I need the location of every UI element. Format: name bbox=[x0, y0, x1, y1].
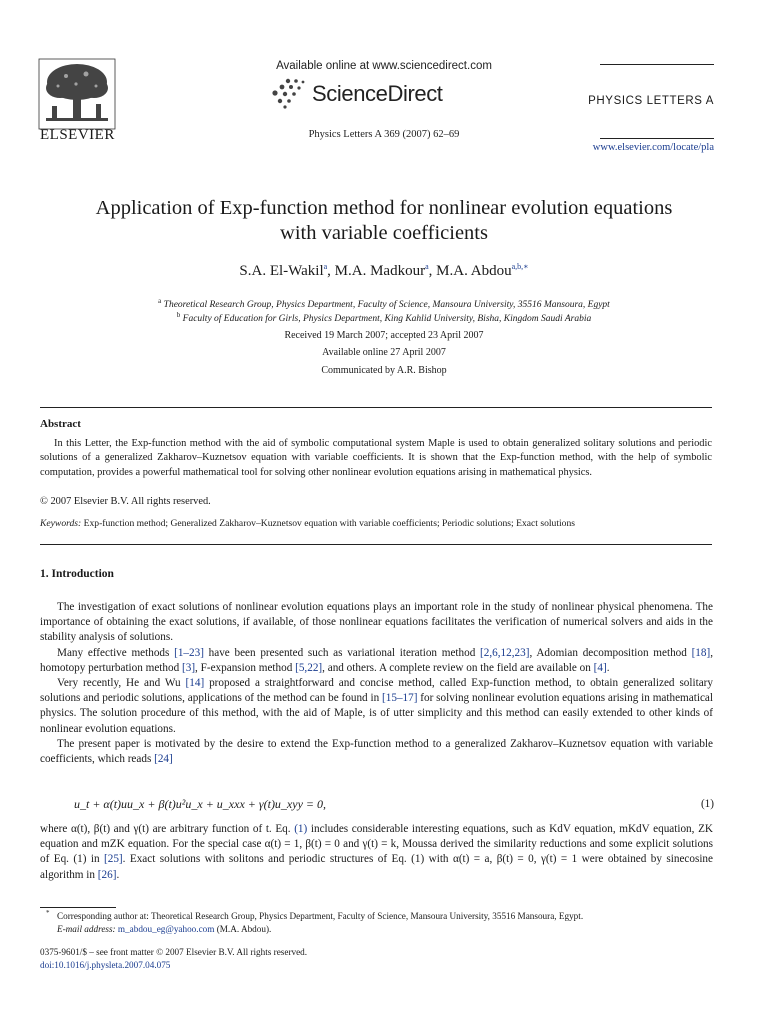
article-title bbox=[40, 196, 728, 246]
author-name[interactable]: S.A. El-Wakil bbox=[239, 263, 324, 279]
abstract-text: In this Letter, the Exp-function method with the aid of symbolic computational system Maple is used to obtain generalized solitary solutions and periodic solutions of a generalized Zakharov–Kuznetsov equation with variable coefficients. It is shown that the Exp-function method, with the help of symbolic computation, provides a powerful mathematical tool for solving other nonlinear evolution equations arising in mathematical physics. bbox=[40, 438, 712, 478]
email-line bbox=[57, 923, 712, 936]
citation-link[interactable]: [15–17] bbox=[382, 692, 418, 705]
keywords-list: Exp-function method; Generalized Zakharov–Kuznetsov equation with variable coefficients; Periodic solutions; Exact solutions bbox=[83, 518, 575, 529]
paragraph: where α(t), β(t) and γ(t) are arbitrary function of t. Eq. (1) includes considerable interesting equations, such as KdV equation, mKdV equation, ZK equation and mZK equation. For the special case α(t) = 1, β(t) = 0 and γ(t) = k, Moussa derived the similarity reductions and some explicit solutions of Eq. (1) in [25]. Exact solutions with solitons and periodic structures of Eq. (1) with α(t) = a, β(t) = 0, γ(t) = 1 were obtained by sinecosine algorithm in [26]. bbox=[40, 823, 713, 881]
intro-paragraphs bbox=[40, 600, 713, 767]
abstract-bottom-rule bbox=[40, 544, 712, 545]
citation-link[interactable]: [24] bbox=[154, 753, 173, 766]
publisher-name: ELSEVIER bbox=[40, 127, 115, 143]
paragraph: Many effective methods [1–23] have been presented such as variational iteration method [2,6,12,23], Adomian decomposition method [18], homotopy perturbation method [3], F-expansion method [5,22], and others. A complete review on the field are available on [4]. bbox=[40, 646, 714, 674]
author-affiliation-mark[interactable]: a,b,∗ bbox=[511, 262, 529, 271]
citation-link[interactable]: [4] bbox=[593, 661, 607, 674]
author-name[interactable]: M.A. Madkour bbox=[334, 263, 426, 279]
communicated-by: Communicated by A.R. Bishop bbox=[321, 365, 447, 376]
equation-1: u_t + α(t)uu_x + β(t)u²u_x + u_xxx + γ(t)u_xyy = 0, bbox=[74, 797, 327, 811]
intro-continuation bbox=[40, 822, 713, 883]
title-line-1: Application of Exp-function method for nonlinear evolution equations bbox=[95, 197, 673, 219]
sciencedirect-logo[interactable] bbox=[268, 77, 458, 111]
sciencedirect-dots-icon bbox=[268, 77, 310, 111]
equation-number: (1) bbox=[700, 798, 714, 810]
footnote-rule bbox=[40, 907, 116, 908]
footnote-symbol: * bbox=[46, 909, 50, 917]
affiliation-text: Faculty of Education for Girls, Physics Department, King Kahlid University, Bisha, Kingdom Saudi Arabia bbox=[182, 314, 592, 325]
issn-block bbox=[40, 946, 307, 972]
available-online-note: Available online at www.sciencedirect.com bbox=[276, 60, 492, 72]
equation-reference-link[interactable]: (1) bbox=[294, 823, 308, 835]
paragraph: The investigation of exact solutions of nonlinear evolution equations plays an important role in the study of nonlinear physical phenomena. The importance of obtaining the exact solutions, if available, of those nonlinear equations facilitates the verification of numerical solvers and aids in the stability analysis of solutions. bbox=[40, 601, 713, 644]
affiliation-mark: b bbox=[176, 311, 181, 319]
header-rule-bottom bbox=[600, 138, 714, 139]
online-date: Available online 27 April 2007 bbox=[322, 347, 446, 358]
received-date: Received 19 March 2007; accepted 23 April 2007 bbox=[284, 330, 484, 341]
email-owner: (M.A. Abdou). bbox=[216, 924, 272, 934]
affiliation-a bbox=[40, 297, 728, 310]
abstract-copyright: © 2007 Elsevier B.V. All rights reserved. bbox=[40, 496, 211, 507]
header-rule-top bbox=[600, 64, 714, 65]
citation-link[interactable]: [5,22] bbox=[295, 661, 323, 674]
email-label: E-mail address: bbox=[57, 924, 116, 934]
keywords bbox=[40, 518, 712, 529]
journal-name: PHYSICS LETTERS A bbox=[588, 95, 714, 107]
title-line-2: with variable coefficients bbox=[280, 222, 488, 244]
citation-link[interactable]: [3] bbox=[182, 661, 196, 674]
author-list: S.A. El-Wakil$^a$, M.A. Madkour$^a$, M.A. Abdou$^{a,b,∗}$ bbox=[239, 262, 529, 279]
affiliation-b bbox=[40, 311, 728, 324]
doi-link[interactable]: doi:10.1016/j.physleta.2007.04.075 bbox=[40, 960, 171, 970]
abstract-top-rule bbox=[40, 407, 712, 408]
issn-line: 0375-9601/$ – see front matter © 2007 Elsevier B.V. All rights reserved. bbox=[40, 947, 308, 957]
citation-link[interactable]: [25] bbox=[104, 853, 123, 866]
citation-link[interactable]: [1–23] bbox=[174, 646, 204, 659]
abstract-heading: Abstract bbox=[40, 418, 81, 430]
email-link[interactable]: m_abdou_eg@yahoo.com bbox=[117, 924, 215, 934]
citation-link[interactable]: [18] bbox=[691, 646, 711, 659]
author-name[interactable]: M.A. Abdou bbox=[436, 263, 512, 279]
corresponding-author-footnote bbox=[40, 910, 712, 936]
journal-url-link[interactable]: www.elsevier.com/locate/pla bbox=[592, 142, 714, 153]
keywords-label: Keywords: bbox=[40, 518, 82, 529]
paragraph: Very recently, He and Wu [14] proposed a straightforward and concise method, called Exp-function method, to obtain generalized solitary solutions and periodic solutions, applications of the method can be found in [15–17] for solving nonlinear evolution equations arising in mathematical physics. The solution procedure of this method, with the aid of Maple, is of utter simplicity and this method can easily extended to other kinds of nonlinear evolution equations. bbox=[40, 677, 713, 735]
journal-citation: Physics Letters A 369 (2007) 62–69 bbox=[308, 129, 460, 140]
paragraph: The present paper is motivated by the desire to extend the Exp-function method to a generalized Zakharov–Kuznetsov equation with variable coefficients, which reads [24] bbox=[40, 737, 713, 766]
footnote-text: Corresponding author at: Theoretical Research Group, Physics Department, Faculty of Science, Mansoura University, 35516 Mansoura, Egypt. bbox=[57, 911, 584, 921]
citation-link[interactable]: [14] bbox=[185, 677, 205, 690]
citation-link[interactable]: [2,6,12,23] bbox=[480, 646, 530, 659]
sciencedirect-wordmark: ScienceDirect bbox=[312, 81, 443, 106]
author-affiliation-mark[interactable]: a bbox=[425, 262, 429, 271]
section-heading: 1. Introduction bbox=[40, 568, 114, 580]
affiliation-mark: a bbox=[158, 297, 162, 305]
affiliation-text: Theoretical Research Group, Physics Department, Faculty of Science, Mansoura University, 35516 Mansoura, Egypt bbox=[163, 300, 610, 311]
citation-link[interactable]: [26] bbox=[97, 868, 117, 881]
abstract-body bbox=[40, 437, 712, 480]
author-affiliation-mark[interactable]: a bbox=[323, 262, 328, 271]
